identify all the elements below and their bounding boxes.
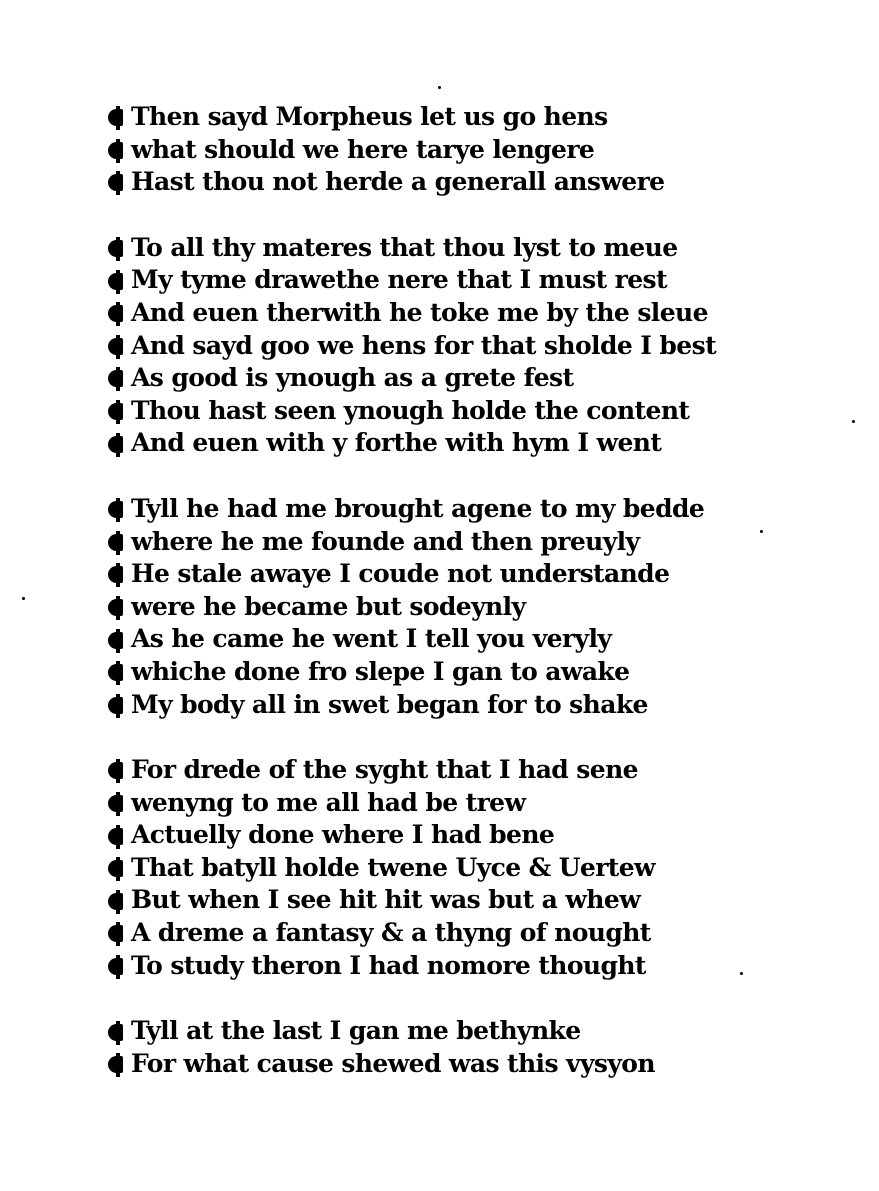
verse-line bbox=[108, 264, 728, 297]
verse-line bbox=[108, 917, 728, 950]
stanza bbox=[108, 493, 728, 721]
verse-line-text: To study theron I had nomore thought bbox=[131, 950, 646, 980]
verse-line-text: For what cause shewed was this vysyon bbox=[131, 1048, 655, 1078]
paragraph-mark-icon bbox=[108, 890, 126, 912]
verse-line bbox=[108, 134, 728, 167]
paragraph-mark-icon bbox=[108, 857, 126, 879]
verse-line bbox=[108, 362, 728, 395]
verse-line bbox=[108, 493, 728, 526]
verse-line-text: He stale awaye I coude not understande bbox=[131, 559, 670, 589]
paragraph-mark-icon bbox=[108, 498, 126, 520]
paragraph-mark-icon bbox=[108, 694, 126, 716]
verse-line-text: My tyme drawethe nere that I must rest bbox=[131, 265, 667, 295]
verse-line-text: My body all in swet began for to shake bbox=[131, 689, 648, 719]
paragraph-mark-icon bbox=[108, 792, 126, 814]
verse-line-text: what should we here tarye lengere bbox=[131, 134, 595, 164]
verse-line bbox=[108, 819, 728, 852]
verse-line-text: And sayd goo we hens for that sholde I best bbox=[131, 330, 717, 360]
scan-speck bbox=[852, 420, 855, 423]
stanza bbox=[108, 232, 728, 460]
verse-line bbox=[108, 950, 728, 983]
paragraph-mark-icon bbox=[108, 629, 126, 651]
paragraph-mark-icon bbox=[108, 171, 126, 193]
stanza bbox=[108, 754, 728, 982]
verse-line bbox=[108, 232, 728, 265]
paragraph-mark-icon bbox=[108, 400, 126, 422]
verse-line bbox=[108, 623, 728, 656]
verse-line bbox=[108, 689, 728, 722]
verse-line bbox=[108, 297, 728, 330]
scan-speck bbox=[740, 972, 743, 975]
verse-line bbox=[108, 101, 728, 134]
verse-line bbox=[108, 884, 728, 917]
verse-line bbox=[108, 1015, 728, 1048]
paragraph-mark-icon bbox=[108, 955, 126, 977]
verse-line bbox=[108, 656, 728, 689]
scan-speck bbox=[438, 86, 441, 89]
paragraph-mark-icon bbox=[108, 661, 126, 683]
verse-line-text: A dreme a fantasy & a thyng of nought bbox=[131, 918, 651, 948]
verse-line-text: But when I see hit hit was but a whew bbox=[131, 885, 641, 915]
paragraph-mark-icon bbox=[108, 531, 126, 553]
verse-line-text: As good is ynough as a grete fest bbox=[131, 363, 574, 393]
paragraph-mark-icon bbox=[108, 335, 126, 357]
paragraph-mark-icon bbox=[108, 759, 126, 781]
paragraph-mark-icon bbox=[108, 302, 126, 324]
paragraph-mark-icon bbox=[108, 139, 126, 161]
paragraph-mark-icon bbox=[108, 367, 126, 389]
paragraph-mark-icon bbox=[108, 433, 126, 455]
verse-line bbox=[108, 330, 728, 363]
verse-line bbox=[108, 852, 728, 885]
verse-line-text: And euen with y forthe with hym I went bbox=[131, 428, 662, 458]
verse-text bbox=[108, 101, 728, 1080]
paragraph-mark-icon bbox=[108, 1021, 126, 1043]
verse-line-text: Tyll he had me brought agene to my bedde bbox=[131, 493, 705, 523]
verse-line bbox=[108, 754, 728, 787]
verse-line-text: Thou hast seen ynough holde the content bbox=[131, 395, 690, 425]
paragraph-mark-icon bbox=[108, 270, 126, 292]
verse-line-text: For drede of the syght that I had sene bbox=[131, 755, 638, 785]
verse-line-text: Hast thou not herde a generall answere bbox=[131, 167, 665, 197]
verse-line-text: Then sayd Morpheus let us go hens bbox=[131, 102, 608, 131]
verse-line-text: where he me founde and then preuyly bbox=[131, 526, 640, 556]
paragraph-mark-icon bbox=[108, 825, 126, 847]
verse-line-text: wenyng to me all had be trew bbox=[131, 787, 526, 817]
verse-line bbox=[108, 166, 728, 199]
verse-line-text: And euen therwith he toke me by the sleue bbox=[131, 297, 708, 327]
verse-line-text: were he became but sodeynly bbox=[131, 591, 526, 621]
verse-line-text: Tyll at the last I gan me bethynke bbox=[131, 1016, 581, 1046]
stanza bbox=[108, 101, 728, 199]
paragraph-mark-icon bbox=[108, 106, 126, 128]
scan-speck bbox=[22, 597, 25, 600]
verse-line bbox=[108, 427, 728, 460]
paragraph-mark-icon bbox=[108, 237, 126, 259]
verse-line-text: To all thy materes that thou lyst to meue bbox=[131, 232, 678, 262]
verse-line-text: That batyll holde twene Uyce & Uertew bbox=[131, 852, 655, 882]
paragraph-mark-icon bbox=[108, 563, 126, 585]
verse-line-text: As he came he went I tell you veryly bbox=[131, 624, 612, 654]
paragraph-mark-icon bbox=[108, 922, 126, 944]
verse-line-text: whiche done fro slepe I gan to awake bbox=[131, 656, 630, 686]
verse-line bbox=[108, 558, 728, 591]
verse-line-text: Actuelly done where I had bene bbox=[131, 820, 555, 850]
verse-line bbox=[108, 591, 728, 624]
paragraph-mark-icon bbox=[108, 596, 126, 618]
verse-line bbox=[108, 395, 728, 428]
scan-speck bbox=[760, 530, 763, 533]
verse-line bbox=[108, 787, 728, 820]
verse-line bbox=[108, 526, 728, 559]
stanza bbox=[108, 1015, 728, 1080]
paragraph-mark-icon bbox=[108, 1053, 126, 1075]
verse-line bbox=[108, 1048, 728, 1081]
